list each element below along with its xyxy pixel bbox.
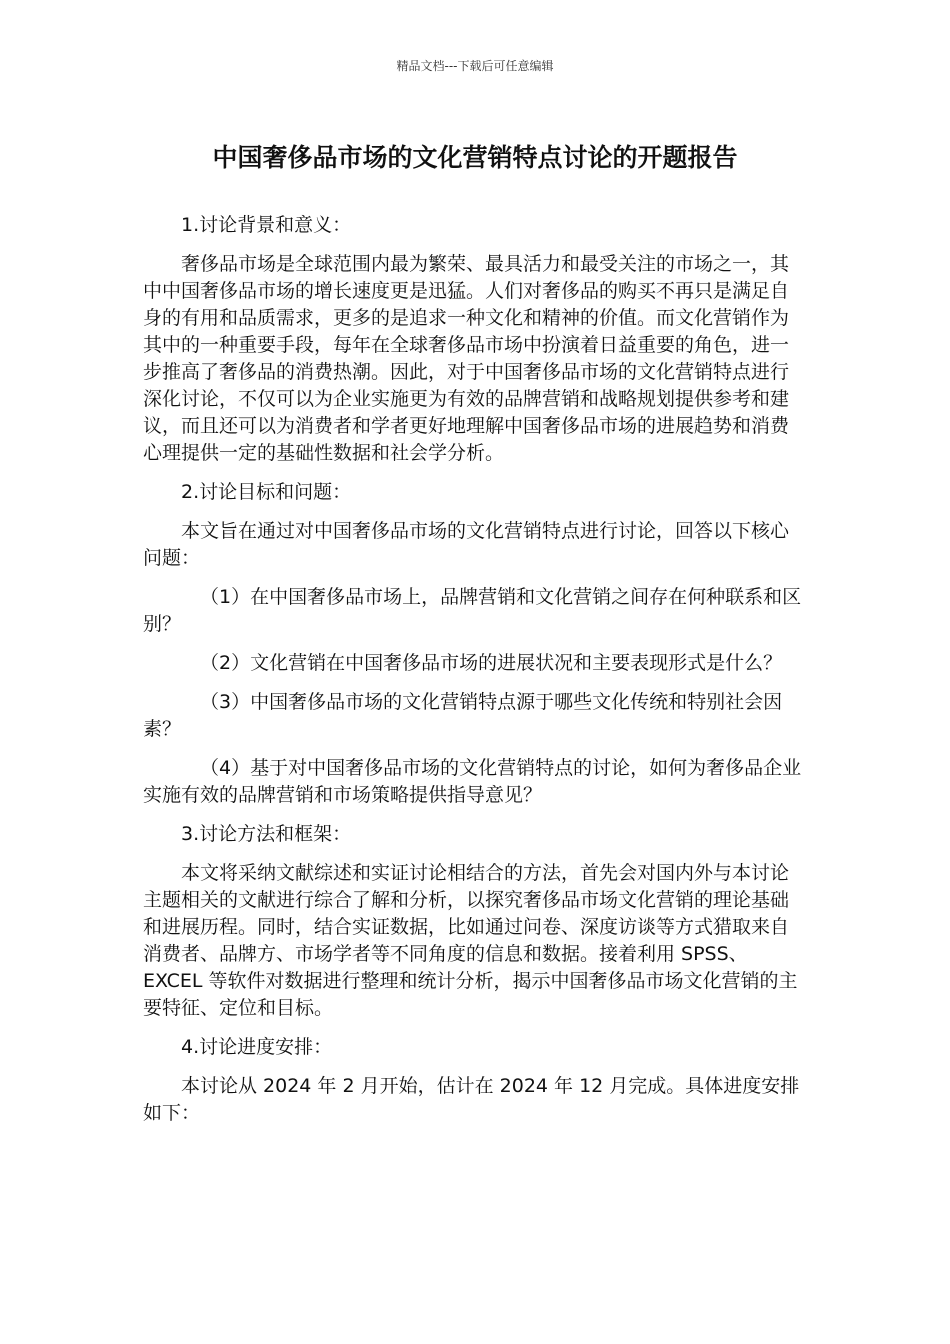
document-body xyxy=(143,212,807,1139)
question-item-2: （2）文化营销在中国奢侈品市场的进展状况和主要表现形式是什么？ xyxy=(200,652,783,674)
question-item-3: （3）中国奢侈品市场的文化营销特点源于哪些文化传统和特别社会因素？ xyxy=(143,691,783,740)
section-heading-background: 1.讨论背景和意义： xyxy=(181,214,352,236)
document-title: 中国奢侈品市场的文化营销特点讨论的开题报告 xyxy=(212,143,738,172)
section-heading-methods: 3.讨论方法和框架： xyxy=(181,823,352,845)
body-paragraph-schedule: 本讨论从 2024 年 2 月开始，估计在 2024 年 12 月完成。具体进度安排如下： xyxy=(143,1075,800,1124)
question-item-4: （4）基于对中国奢侈品市场的文化营销特点的讨论，如何为奢侈品企业实施有效的品牌营销和市场策略提供指导意见？ xyxy=(143,757,802,806)
section-heading-goals: 2.讨论目标和问题： xyxy=(181,481,352,503)
section-heading-schedule: 4.讨论进度安排： xyxy=(181,1036,333,1058)
body-paragraph-goals: 本文旨在通过对中国奢侈品市场的文化营销特点进行讨论，回答以下核心问题： xyxy=(143,520,790,569)
body-paragraph-methods: 本文将采纳文献综述和实证讨论相结合的方法，首先会对国内外与本讨论主题相关的文献进行综合了解和分析，以探究奢侈品市场文化营销的理论基础和进展历程。同时，结合实证数据，比如通过问卷、深度访谈等方式猎取来自消费者、品牌方、市场学者等不同角度的信息和数据。接着利用 SPSS、EXCEL 等软件对数据进行整理和统计分析，揭示中国奢侈品市场文化营销的主要特征、定位和目标。 xyxy=(143,862,798,1019)
body-paragraph-background: 奢侈品市场是全球范围内最为繁荣、最具活力和最受关注的市场之一，其中中国奢侈品市场的增长速度更是迅猛。人们对奢侈品的购买不再只是满足自身的有用和品质需求，更多的是追求一种文化和精神的价值。而文化营销作为其中的一种重要手段，每年在全球奢侈品市场中扮演着日益重要的角色，进一步推高了奢侈品的消费热潮。因此，对于中国奢侈品市场的文化营销特点进行深化讨论，不仅可以为企业实施更为有效的品牌营销和战略规划提供参考和建议，而且还可以为消费者和学者更好地理解中国奢侈品市场的进展趋势和消费心理提供一定的基础性数据和社会学分析。 xyxy=(143,253,790,464)
page-header: 精品文档---下载后可任意编辑 xyxy=(396,59,554,73)
question-item-1: （1）在中国奢侈品市场上，品牌营销和文化营销之间存在何种联系和区别？ xyxy=(143,586,802,635)
